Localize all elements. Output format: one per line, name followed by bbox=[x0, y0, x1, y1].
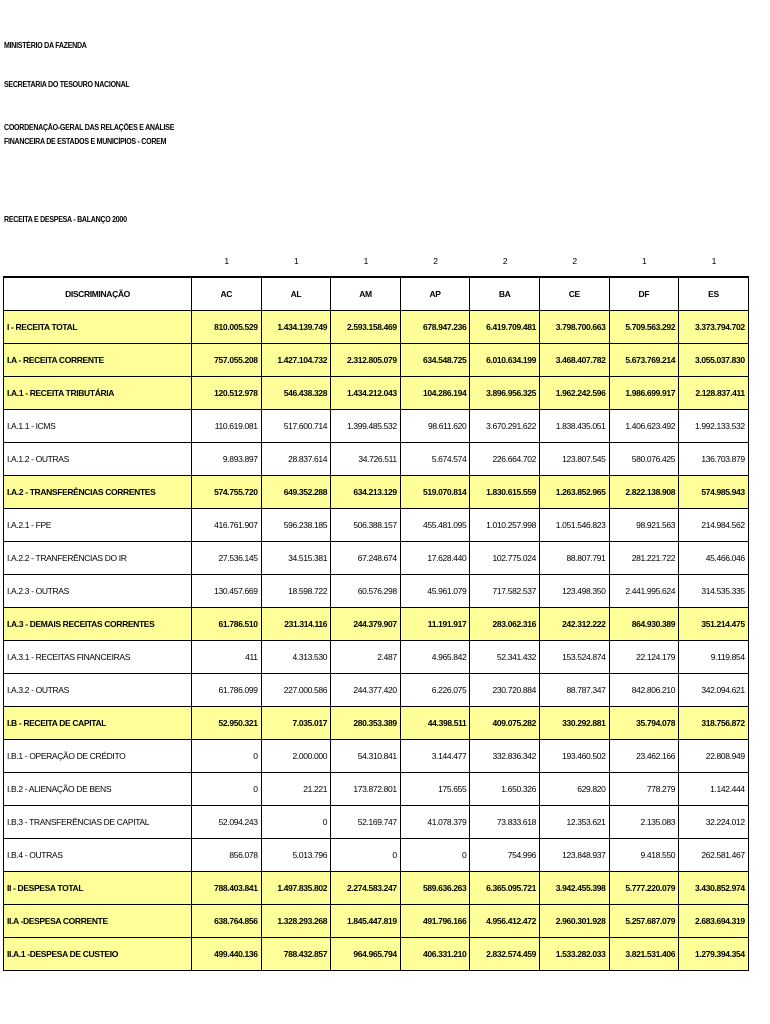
table-cell-value: 342.094.621 bbox=[679, 674, 749, 707]
table-cell-value: 104.286.194 bbox=[400, 377, 470, 410]
table-cell-value: 678.947.236 bbox=[400, 311, 470, 344]
table-cell-value: 519.070.814 bbox=[400, 476, 470, 509]
table-cell-value: 120.512.978 bbox=[192, 377, 262, 410]
table-row bbox=[4, 443, 749, 476]
table-cell-value: 1.406.623.492 bbox=[609, 410, 679, 443]
column-number: 1 bbox=[711, 256, 717, 266]
table-cell-value: 102.775.024 bbox=[470, 542, 540, 575]
column-number: 1 bbox=[642, 256, 647, 266]
column-number: 2 bbox=[572, 256, 578, 266]
table-cell-value: 2.960.301.928 bbox=[539, 905, 609, 938]
report-title: RECEITA E DESPESA - BALANÇO 2000 bbox=[4, 215, 127, 224]
column-number: 1 bbox=[294, 256, 299, 266]
coordination-title-line1: COORDENAÇÃO-GERAL DAS RELAÇÕES E ANÁLISE bbox=[4, 123, 175, 132]
row-label: I - RECEITA TOTAL bbox=[4, 311, 192, 344]
table-cell-value: 1.650.326 bbox=[470, 773, 540, 806]
table-cell-value: 61.786.510 bbox=[192, 608, 262, 641]
table-row bbox=[4, 542, 749, 575]
table-row bbox=[4, 872, 749, 905]
table-cell-value: 130.457.669 bbox=[192, 575, 262, 608]
row-label: I.B.1 - OPERAÇÃO DE CRÉDITO bbox=[4, 740, 192, 773]
table-cell-value: 17.628.440 bbox=[400, 542, 470, 575]
table-row bbox=[4, 740, 749, 773]
row-label: I.A.3 - DEMAIS RECEITAS CORRENTES bbox=[4, 608, 192, 641]
table-cell-value: 5.709.563.292 bbox=[609, 311, 679, 344]
column-number: 1 bbox=[363, 256, 369, 266]
row-label: I.B.4 - OUTRAS bbox=[4, 839, 192, 872]
table-cell-value: 1.497.835.802 bbox=[261, 872, 331, 905]
table-cell-value: 2.312.805.079 bbox=[331, 344, 401, 377]
table-cell-value: 32.224.012 bbox=[679, 806, 749, 839]
table-cell-value: 3.896.956.325 bbox=[470, 377, 540, 410]
table-cell-value: 3.942.455.398 bbox=[539, 872, 609, 905]
table-row bbox=[4, 608, 749, 641]
secretariat-title: SECRETARIA DO TESOURO NACIONAL bbox=[4, 80, 130, 89]
table-cell-value: 2.128.837.411 bbox=[679, 377, 749, 410]
table-cell-value: 1.399.485.532 bbox=[331, 410, 401, 443]
table-cell-value: 2.135.083 bbox=[609, 806, 679, 839]
table-cell-value: 2.593.158.469 bbox=[331, 311, 401, 344]
table-cell-value: 574.755.720 bbox=[192, 476, 262, 509]
table-cell-value: 649.352.288 bbox=[261, 476, 331, 509]
table-cell-value: 52.169.747 bbox=[331, 806, 401, 839]
table-row bbox=[4, 773, 749, 806]
row-label: II.A.1 -DESPESA DE CUSTEIO bbox=[4, 938, 192, 971]
table-cell-value: 9.119.854 bbox=[679, 641, 749, 674]
table-row bbox=[4, 476, 749, 509]
table-row bbox=[4, 344, 749, 377]
table-cell-value: 231.314.116 bbox=[261, 608, 331, 641]
row-label: I.A.2.2 - TRANFERÊNCIAS DO IR bbox=[4, 542, 192, 575]
table-cell-value: 638.764.856 bbox=[192, 905, 262, 938]
table-cell-value: 810.005.529 bbox=[192, 311, 262, 344]
table-cell-value: 778.279 bbox=[609, 773, 679, 806]
table-cell-value: 22.808.949 bbox=[679, 740, 749, 773]
table-cell-value: 332.836.342 bbox=[470, 740, 540, 773]
table-cell-value: 6.419.709.481 bbox=[470, 311, 540, 344]
table-cell-value: 318.756.872 bbox=[679, 707, 749, 740]
table-row bbox=[4, 905, 749, 938]
table-cell-value: 244.379.907 bbox=[331, 608, 401, 641]
table-cell-value: 864.930.389 bbox=[609, 608, 679, 641]
table-cell-value: 7.035.017 bbox=[261, 707, 331, 740]
table-cell-value: 18.598.722 bbox=[261, 575, 331, 608]
table-cell-value: 34.726.511 bbox=[331, 443, 401, 476]
table-cell-value: 416.761.907 bbox=[192, 509, 262, 542]
table-cell-value: 580.076.425 bbox=[609, 443, 679, 476]
table-cell-value: 0 bbox=[400, 839, 470, 872]
ministry-title: MINISTÉRIO DA FAZENDA bbox=[4, 41, 87, 50]
table-cell-value: 5.257.687.079 bbox=[609, 905, 679, 938]
table-cell-value: 5.013.796 bbox=[261, 839, 331, 872]
table-cell-value: 1.010.257.998 bbox=[470, 509, 540, 542]
table-cell-value: 12.353.621 bbox=[539, 806, 609, 839]
table-cell-value: 546.438.328 bbox=[261, 377, 331, 410]
row-label: I.A.2.1 - FPE bbox=[4, 509, 192, 542]
table-cell-value: 1.142.444 bbox=[679, 773, 749, 806]
table-cell-value: 214.984.562 bbox=[679, 509, 749, 542]
table-cell-value: 964.965.794 bbox=[331, 938, 401, 971]
table-row bbox=[4, 410, 749, 443]
table-row bbox=[4, 938, 749, 971]
table-cell-value: 1.434.212.043 bbox=[331, 377, 401, 410]
table-cell-value: 788.403.841 bbox=[192, 872, 262, 905]
table-cell-value: 517.600.714 bbox=[261, 410, 331, 443]
column-header-ap: AP bbox=[400, 277, 470, 311]
table-cell-value: 506.388.157 bbox=[331, 509, 401, 542]
table-cell-value: 596.238.185 bbox=[261, 509, 331, 542]
table-cell-value: 1.051.546.823 bbox=[539, 509, 609, 542]
table-cell-value: 123.807.545 bbox=[539, 443, 609, 476]
table-cell-value: 1.533.282.033 bbox=[539, 938, 609, 971]
table-cell-value: 411 bbox=[192, 641, 262, 674]
table-cell-value: 757.055.208 bbox=[192, 344, 262, 377]
column-number: 2 bbox=[502, 256, 508, 266]
table-cell-value: 0 bbox=[192, 740, 262, 773]
table-cell-value: 73.833.618 bbox=[470, 806, 540, 839]
table-cell-value: 9.893.897 bbox=[192, 443, 262, 476]
table-cell-value: 2.441.995.624 bbox=[609, 575, 679, 608]
table-cell-value: 409.075.282 bbox=[470, 707, 540, 740]
table-cell-value: 110.619.081 bbox=[192, 410, 262, 443]
table-cell-value: 2.487 bbox=[331, 641, 401, 674]
table-cell-value: 1.838.435.051 bbox=[539, 410, 609, 443]
table-cell-value: 227.000.586 bbox=[261, 674, 331, 707]
table-cell-value: 61.786.099 bbox=[192, 674, 262, 707]
table-cell-value: 589.636.263 bbox=[400, 872, 470, 905]
table-cell-value: 3.430.852.974 bbox=[679, 872, 749, 905]
row-label: I.B.3 - TRANSFERÊNCIAS DE CAPITAL bbox=[4, 806, 192, 839]
table-row bbox=[4, 575, 749, 608]
table-cell-value: 262.581.467 bbox=[679, 839, 749, 872]
table-cell-value: 3.798.700.663 bbox=[539, 311, 609, 344]
row-label: I.B - RECEITA DE CAPITAL bbox=[4, 707, 192, 740]
table-cell-value: 5.777.220.079 bbox=[609, 872, 679, 905]
table-row bbox=[4, 509, 749, 542]
table-cell-value: 842.806.210 bbox=[609, 674, 679, 707]
table-cell-value: 242.312.222 bbox=[539, 608, 609, 641]
table-cell-value: 1.845.447.819 bbox=[331, 905, 401, 938]
row-label: I.A.1.1 - ICMS bbox=[4, 410, 192, 443]
table-row bbox=[4, 641, 749, 674]
table-row bbox=[4, 806, 749, 839]
table-cell-value: 123.498.350 bbox=[539, 575, 609, 608]
table-cell-value: 1.986.699.917 bbox=[609, 377, 679, 410]
table-cell-value: 123.848.937 bbox=[539, 839, 609, 872]
table-cell-value: 173.872.801 bbox=[331, 773, 401, 806]
table-cell-value: 6.226.075 bbox=[400, 674, 470, 707]
row-label: I.A.1.2 - OUTRAS bbox=[4, 443, 192, 476]
table-cell-value: 21.221 bbox=[261, 773, 331, 806]
table-row bbox=[4, 377, 749, 410]
revenue-expense-table bbox=[3, 276, 749, 971]
column-number: 1 bbox=[224, 256, 230, 266]
table-cell-value: 2.822.138.908 bbox=[609, 476, 679, 509]
table-cell-value: 28.837.614 bbox=[261, 443, 331, 476]
table-cell-value: 4.956.412.472 bbox=[470, 905, 540, 938]
table-cell-value: 314.535.335 bbox=[679, 575, 749, 608]
table-cell-value: 136.703.879 bbox=[679, 443, 749, 476]
table-cell-value: 2.832.574.459 bbox=[470, 938, 540, 971]
table-cell-value: 499.440.136 bbox=[192, 938, 262, 971]
table-cell-value: 88.807.791 bbox=[539, 542, 609, 575]
table-cell-value: 34.515.381 bbox=[261, 542, 331, 575]
table-cell-value: 153.524.874 bbox=[539, 641, 609, 674]
table-cell-value: 0 bbox=[192, 773, 262, 806]
table-cell-value: 193.460.502 bbox=[539, 740, 609, 773]
table-cell-value: 406.331.210 bbox=[400, 938, 470, 971]
column-header-ba: BA bbox=[470, 277, 540, 311]
row-label: I.B.2 - ALIENAÇÃO DE BENS bbox=[4, 773, 192, 806]
table-cell-value: 574.985.943 bbox=[679, 476, 749, 509]
column-header-al: AL bbox=[261, 277, 331, 311]
table-cell-value: 283.062.316 bbox=[470, 608, 540, 641]
table-cell-value: 3.670.291.622 bbox=[470, 410, 540, 443]
table-cell-value: 98.921.563 bbox=[609, 509, 679, 542]
table-row bbox=[4, 839, 749, 872]
table-cell-value: 226.664.702 bbox=[470, 443, 540, 476]
table-cell-value: 45.466.046 bbox=[679, 542, 749, 575]
row-label: I.A - RECEITA CORRENTE bbox=[4, 344, 192, 377]
table-cell-value: 230.720.884 bbox=[470, 674, 540, 707]
table-cell-value: 6.365.095.721 bbox=[470, 872, 540, 905]
table-cell-value: 9.418.550 bbox=[609, 839, 679, 872]
row-label: II - DESPESA TOTAL bbox=[4, 872, 192, 905]
row-label: I.A.2 - TRANSFERÊNCIAS CORRENTES bbox=[4, 476, 192, 509]
table-cell-value: 788.432.857 bbox=[261, 938, 331, 971]
table-cell-value: 491.796.166 bbox=[400, 905, 470, 938]
table-cell-value: 1.992.133.532 bbox=[679, 410, 749, 443]
table-cell-value: 175.655 bbox=[400, 773, 470, 806]
table-row bbox=[4, 707, 749, 740]
table-cell-value: 3.373.794.702 bbox=[679, 311, 749, 344]
table-cell-value: 1.830.615.559 bbox=[470, 476, 540, 509]
row-label: I.A.1 - RECEITA TRIBUTÁRIA bbox=[4, 377, 192, 410]
column-header-es: ES bbox=[679, 277, 749, 311]
table-cell-value: 4.965.842 bbox=[400, 641, 470, 674]
table-cell-value: 41.078.379 bbox=[400, 806, 470, 839]
table-row bbox=[4, 311, 749, 344]
table-cell-value: 98.611.620 bbox=[400, 410, 470, 443]
table-cell-value: 856.078 bbox=[192, 839, 262, 872]
table-cell-value: 351.214.475 bbox=[679, 608, 749, 641]
table-cell-value: 52.950.321 bbox=[192, 707, 262, 740]
column-header-df: DF bbox=[609, 277, 679, 311]
table-cell-value: 280.353.389 bbox=[331, 707, 401, 740]
table-cell-value: 5.673.769.214 bbox=[609, 344, 679, 377]
table-cell-value: 1.434.139.749 bbox=[261, 311, 331, 344]
coordination-title-line2: FINANCEIRA DE ESTADOS E MUNICÍPIOS - COREM bbox=[4, 137, 167, 146]
table-cell-value: 1.962.242.596 bbox=[539, 377, 609, 410]
table-body bbox=[4, 311, 749, 971]
table-cell-value: 3.468.407.782 bbox=[539, 344, 609, 377]
row-label: II.A -DESPESA CORRENTE bbox=[4, 905, 192, 938]
table-cell-value: 634.548.725 bbox=[400, 344, 470, 377]
table-cell-value: 2.274.583.247 bbox=[331, 872, 401, 905]
column-number: 2 bbox=[433, 256, 438, 266]
table-cell-value: 54.310.841 bbox=[331, 740, 401, 773]
column-header-ce: CE bbox=[539, 277, 609, 311]
table-cell-value: 6.010.634.199 bbox=[470, 344, 540, 377]
table-cell-value: 281.221.722 bbox=[609, 542, 679, 575]
table-cell-value: 44.398.511 bbox=[400, 707, 470, 740]
table-cell-value: 3.055.037.830 bbox=[679, 344, 749, 377]
table-cell-value: 455.481.095 bbox=[400, 509, 470, 542]
table-cell-value: 4.313.530 bbox=[261, 641, 331, 674]
column-header-am: AM bbox=[331, 277, 401, 311]
table-cell-value: 1.263.852.965 bbox=[539, 476, 609, 509]
table-cell-value: 3.821.531.406 bbox=[609, 938, 679, 971]
table-cell-value: 52.341.432 bbox=[470, 641, 540, 674]
table-cell-value: 23.462.166 bbox=[609, 740, 679, 773]
table-cell-value: 2.000.000 bbox=[261, 740, 331, 773]
table-cell-value: 60.576.298 bbox=[331, 575, 401, 608]
table-cell-value: 2.683.694.319 bbox=[679, 905, 749, 938]
table-cell-value: 754.996 bbox=[470, 839, 540, 872]
table-cell-value: 67.248.674 bbox=[331, 542, 401, 575]
table-cell-value: 35.794.078 bbox=[609, 707, 679, 740]
table-cell-value: 5.674.574 bbox=[400, 443, 470, 476]
table-cell-value: 45.961.079 bbox=[400, 575, 470, 608]
table-cell-value: 1.427.104.732 bbox=[261, 344, 331, 377]
table-cell-value: 22.124.179 bbox=[609, 641, 679, 674]
table-cell-value: 1.328.293.268 bbox=[261, 905, 331, 938]
table-cell-value: 52.094.243 bbox=[192, 806, 262, 839]
table-header-row bbox=[4, 277, 749, 311]
table-cell-value: 1.279.394.354 bbox=[679, 938, 749, 971]
row-label: I.A.3.1 - RECEITAS FINANCEIRAS bbox=[4, 641, 192, 674]
row-label: I.A.2.3 - OUTRAS bbox=[4, 575, 192, 608]
table-cell-value: 330.292.881 bbox=[539, 707, 609, 740]
table-cell-value: 11.191.917 bbox=[400, 608, 470, 641]
table-cell-value: 634.213.129 bbox=[331, 476, 401, 509]
table-cell-value: 0 bbox=[261, 806, 331, 839]
table-cell-value: 629.820 bbox=[539, 773, 609, 806]
table-cell-value: 717.582.537 bbox=[470, 575, 540, 608]
table-cell-value: 0 bbox=[331, 839, 401, 872]
table-cell-value: 27.536.145 bbox=[192, 542, 262, 575]
column-header-ac: AC bbox=[192, 277, 262, 311]
table-cell-value: 244.377.420 bbox=[331, 674, 401, 707]
table-cell-value: 3.144.477 bbox=[400, 740, 470, 773]
table-row bbox=[4, 674, 749, 707]
column-header-discriminacao: DISCRIMINAÇÃO bbox=[4, 277, 192, 311]
table-cell-value: 88.787.347 bbox=[539, 674, 609, 707]
row-label: I.A.3.2 - OUTRAS bbox=[4, 674, 192, 707]
